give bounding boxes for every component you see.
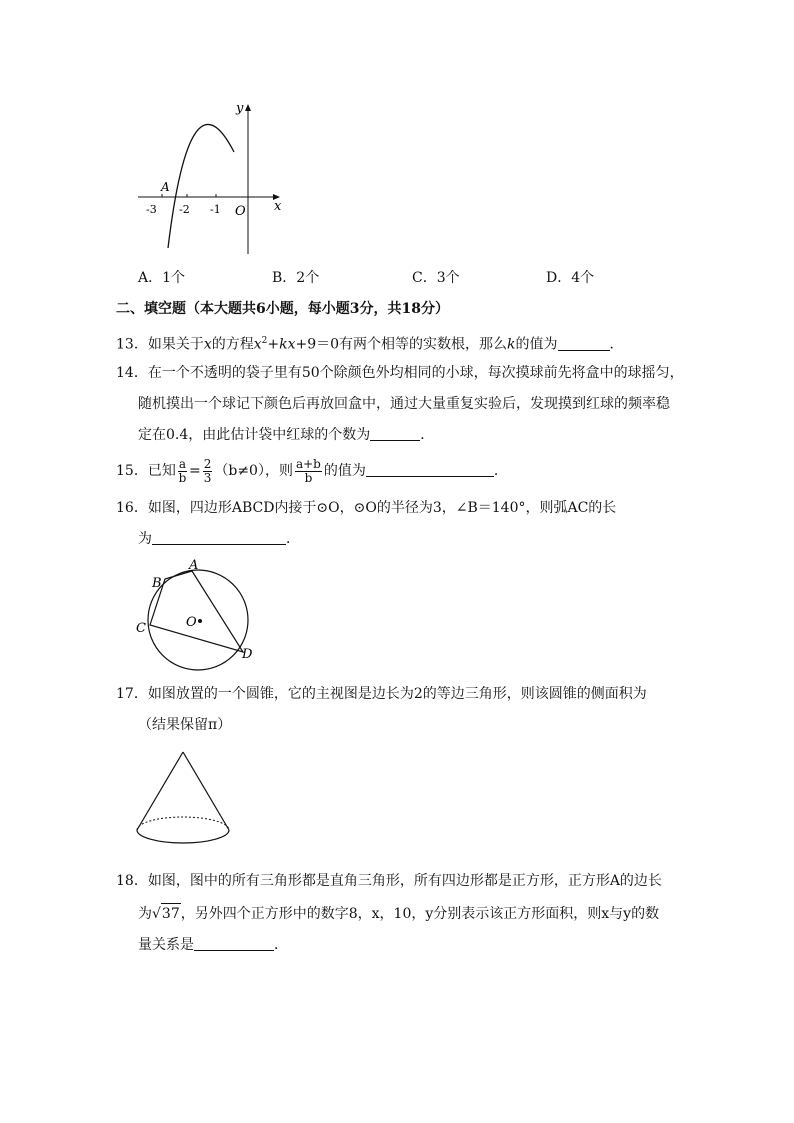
- label-c: C: [136, 621, 146, 636]
- tick-label: -2: [179, 203, 190, 216]
- parabola-curve: [168, 124, 234, 248]
- question-18-line-3: 量关系是 ．: [138, 937, 288, 953]
- tick-label: -1: [210, 203, 221, 216]
- question-14-line-3: 定在0.4，由此估计袋中红球的个数为 ．: [138, 427, 435, 443]
- option-c[interactable]: C．3个: [412, 270, 460, 286]
- sqrt-value: 37: [161, 903, 181, 924]
- question-16: 16．如图，四边形ABCD内接于⊙O，⊙O的半径为3，∠B＝140°，则弧AC的长: [116, 500, 617, 516]
- sqrt-symbol: √: [152, 906, 161, 922]
- y-axis-arrow: [245, 104, 251, 111]
- answer-blank[interactable]: [558, 336, 610, 351]
- question-17-line-2: （结果保留π）: [138, 717, 232, 733]
- question-number: 18．: [116, 873, 148, 889]
- section-heading: 二、填空题（本大题共6小题，每小题3分，共18分）: [116, 301, 449, 317]
- question-15: 15．已知 $\frac{a}{b}$ = $\frac{2}{3}$ （b≠0），则 $\frac{a+b}{b}$ 的值为 ．: [116, 456, 508, 485]
- question-number: 16．: [116, 500, 148, 516]
- x-axis-label: x: [274, 199, 282, 214]
- y-axis-label: y: [236, 101, 244, 116]
- question-number: 13．: [116, 336, 148, 353]
- answer-blank[interactable]: [370, 426, 420, 441]
- circle-figure: [132, 558, 262, 676]
- cone-figure: [134, 750, 234, 846]
- option-b[interactable]: B．2个: [272, 270, 320, 286]
- tick-label: -3: [146, 203, 157, 216]
- label-o: O: [186, 615, 197, 630]
- fraction-a-plus-b-over-b: $\frac{a+b}{b}$: [295, 456, 321, 485]
- question-17: 17．如图放置的一个圆锥，它的主视图是边长为2的等边三角形，则该圆锥的侧面积为: [116, 686, 647, 702]
- question-number: 15．: [116, 463, 148, 479]
- option-d[interactable]: D．4个: [546, 270, 595, 286]
- answer-blank[interactable]: [366, 462, 494, 477]
- question-number: 14．: [116, 365, 148, 381]
- option-a[interactable]: A．1个: [138, 270, 186, 286]
- label-a: A: [189, 558, 199, 573]
- fraction-2-over-3: $\frac{2}{3}$: [203, 456, 212, 485]
- quadrilateral-abcd: [150, 571, 243, 652]
- fraction-a-over-b: $\frac{a}{b}$: [178, 456, 187, 485]
- question-14-line-2: 随机摸出一个球记下颜色后再放回盒中，通过大量重复实验后，发现摸到红球的频率稳: [138, 396, 670, 412]
- point-a-label: A: [161, 180, 170, 194]
- question-14: 14．在一个不透明的袋子里有50个除颜色外均相同的小球，每次摸球前先将盒中的球摇匀，: [116, 365, 684, 381]
- cone-base-front: [137, 830, 229, 843]
- question-number: 17．: [116, 686, 148, 702]
- question-18: 18．如图，图中的所有三角形都是直角三角形，所有四边形都是正方形，正方形A的边长: [116, 873, 662, 889]
- parabola-graph: [130, 96, 290, 262]
- label-d: D: [242, 647, 253, 662]
- question-13: 13．如果关于x的方程$x^2+kx+9=0$有两个相等的实数根，那么k的值为 ．: [116, 336, 624, 353]
- answer-blank[interactable]: [194, 936, 274, 951]
- cone-base-back: [137, 817, 229, 830]
- answer-blank[interactable]: [152, 530, 286, 545]
- label-b: B: [152, 576, 162, 591]
- origin-label: O: [235, 204, 246, 219]
- question-18-line-2: 为√37，另外四个正方形中的数字8，x，10，y分别表示该正方形面积，则x与y的数: [138, 903, 659, 924]
- center-point: [198, 619, 202, 623]
- question-16-line-2: 为 ．: [138, 531, 300, 547]
